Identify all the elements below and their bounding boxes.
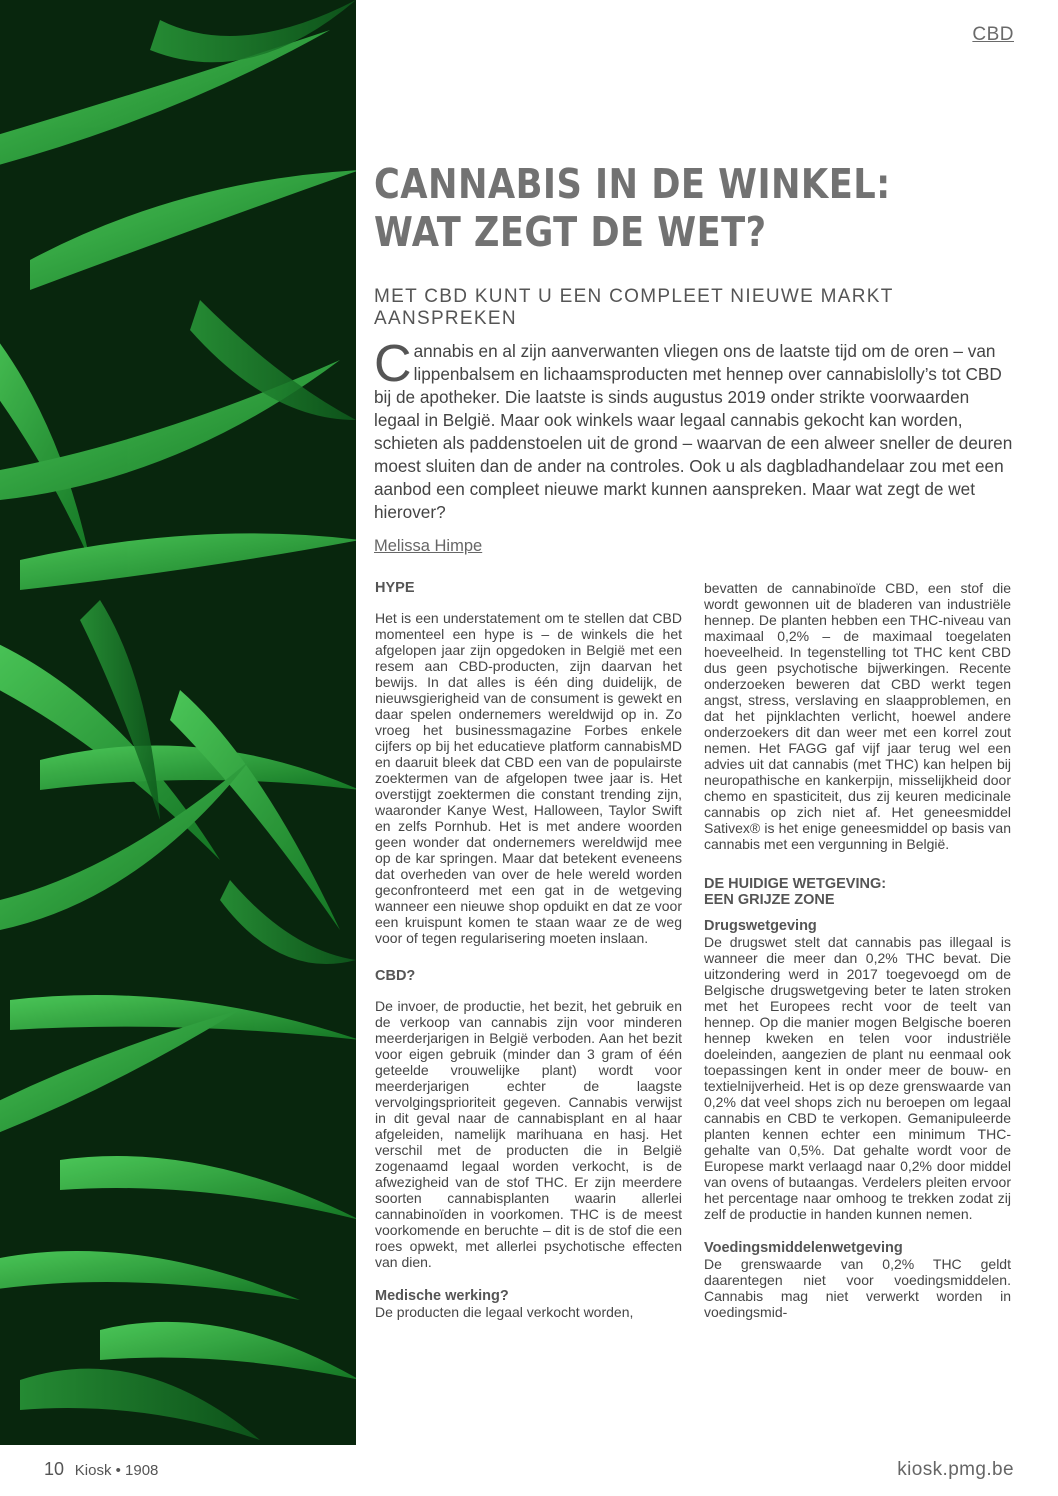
paragraph-drugswetgeving: De drugswet stelt dat cannabis pas illegaal is wanneer die meer dan 0,2% THC bevat. Die uitzondering werd in 2017 toegevoegd om de Belgische drugswetgeving beter te laten stroken met het Europees recht voor de teelt van hennep. Op die manier mogen Belgische boeren hennep kweken en telen voor industriële doeleinden, aangezien de plant nu eenmaal ook toepassingen kent in onder meer de bouw- en textielnijverheid. Het is op deze grenswaarde van 0,2% dat veel shops zich nu beroepen om legaal cannabis en CBD te verkopen. Gemanipuleerde planten kennen echter een minimum THC-gehalte van 0,5%. Dat gehalte wordt voor de Europese markt verlaagd naar 0,2% door middel van ovens of butaangas. Verdelers pleiten ervoor het percentage naar omhoog te trekken zodat zij zelf de productie in handen kunnen nemen.	[704, 934, 1011, 1222]
footer-page-info	[44, 1459, 158, 1480]
paragraph-voedingsmiddelenwetgeving: De grenswaarde van 0,2% THC geldt daarentegen niet voor voedingsmiddelen. Cannabis mag niet verwerkt worden in voedingsmid-	[704, 1256, 1011, 1320]
heading-voedingsmiddelenwetgeving: Voedingsmiddelenwetgeving	[704, 1240, 903, 1256]
page-number: 10	[44, 1459, 65, 1479]
section-tag[interactable]: CBD	[972, 24, 1014, 45]
paragraph-medische-werking: De producten die legaal verkocht worden,	[375, 1304, 634, 1320]
article-subtitle: MET CBD KUNT U EEN COMPLEET NIEUWE MARKT AANSPREKEN	[374, 286, 894, 329]
heading-cbd: CBD?	[375, 968, 416, 984]
heading-wetgeving-line-1: DE HUIDIGE WETGEVING:	[704, 876, 887, 892]
cannabis-leaves-photo	[0, 0, 356, 1445]
title-line-1: CANNABIS IN DE WINKEL:	[374, 160, 891, 208]
heading-hype: HYPE	[375, 580, 415, 596]
magazine-issue: Kiosk • 1908	[74, 1462, 159, 1479]
footer-url-link[interactable]: kiosk.pmg.be	[897, 1459, 1014, 1480]
article-title	[374, 160, 933, 256]
heading-drugswetgeving: Drugswetgeving	[704, 918, 817, 934]
intro-paragraph	[374, 335, 1014, 524]
drop-cap: C	[374, 335, 412, 393]
heading-medische-werking: Medische werking?	[375, 1288, 509, 1304]
paragraph-cbd-continued: bevatten de cannabinoïde CBD, een stof die wordt gewonnen uit de bladeren van industriële hennep. De planten hebben een THC-niveau van maximaal 0,2% – de maximaal toegelaten hoeveelheid. In tegenstelling tot THC kent CBD dus geen psychotische bijwerkingen. Recente onderzoeken beweren dat CBD werkt tegen angst, stress, verslaving en slaapproblemen, en dat het pijnklachten verlicht, hoewel andere onderzoekers dit dan weer met een korrel zout nemen. Het FAGG gaf vijf jaar terug wel een advies uit dat cannabis (met THC) kan helpen bij neuropathische en kankerpijn, misselijkheid door chemo en spasticiteit, dus zij keuren medicinale cannabis op zich niet af. Het geneesmiddel Sativex® is het enige geneesmiddel op basis van cannabis met een vergunning in België.	[704, 580, 1011, 852]
author-link[interactable]: Melissa Himpe	[374, 537, 483, 555]
column-left	[375, 580, 682, 1320]
column-right	[704, 580, 1011, 1320]
intro-text: annabis en al zijn aanverwanten vliegen ons de laatste tijd om de oren – van lippenbalsem en lichaamsproducten met hennep over cannabislolly’s tot CBD bij de apotheker. Die laatste is sinds augustus 2019 onder strikte voorwaarden legaal in België. Maar ook winkels waar legaal cannabis gekocht kan worden, schieten als paddenstoelen uit de grond – waarvan de een alweer sneller de deuren moest sluiten dan de ander na controles. Ook u als dagbladhandelaar zou met een aanbod een compleet nieuwe markt kunnen aanspreken. Maar wat zegt de wet hierover?	[374, 341, 1013, 522]
title-line-2: WAT ZEGT DE WET?	[374, 208, 767, 256]
paragraph-hype: Het is een understatement om te stellen dat CBD momenteel een hype is – de winkels die het afgelopen jaar zijn opgedoken in België met een resem aan CBD-producten, zijn daarvan het bewijs. In dat alles is één ding duidelijk, de nieuwsgierigheid van de consument is gewekt en daar spelen ondernemers wereldwijd op in. Zo vroeg het businessmagazine Forbes enkele cijfers op bij het educatieve platform cannabisMD en daaruit bleek dat CBD een van de populairste zoektermen van de afgelopen twee jaar is. Het overstijgt zoektermen die constant trending zijn, waaronder Kanye West, Halloween, Taylor Swift en zelfs Pornhub. Het is met andere woorden geen wonder dat ondernemers wereldwijd mee op de kar springen. Maar dat betekent eveneens dat overheden van over de hele wereld worden geconfronteerd met een gat in de wetgeving wanneer een nieuwe shop opduikt en dat ze voor een kruispunt komen te staan waar ze de weg voor of tegen regularisering moeten inslaan.	[375, 610, 682, 946]
heading-wetgeving-line-2: EEN GRIJZE ZONE	[704, 892, 835, 908]
paragraph-cbd: De invoer, de productie, het bezit, het gebruik en de verkoop van cannabis zijn voor minderen meerderjarigen in België verboden. Aan het bezit voor eigen gebruik (minder dan 3 gram of één geteelde vrouwelijke plant) wordt voor meerderjarigen echter de laagste vervolgingsprioriteit gegeven. Cannabis verwijst in dit geval naar de cannabisplant en al haar afgeleiden, namelijk marihuana en hasj. Het verschil met de producten die in België zogenaamd legaal worden verkocht, is de afwezigheid van de stof THC. Er zijn meerdere soorten cannabisplanten waarin allerlei cannabinoïden in voorkomen. THC is de meest voorkomende en beruchte – dit is de stof die een roes opwekt, met allerlei psychotische effecten van dien.	[375, 998, 682, 1270]
heading-wetgeving	[704, 876, 1011, 908]
